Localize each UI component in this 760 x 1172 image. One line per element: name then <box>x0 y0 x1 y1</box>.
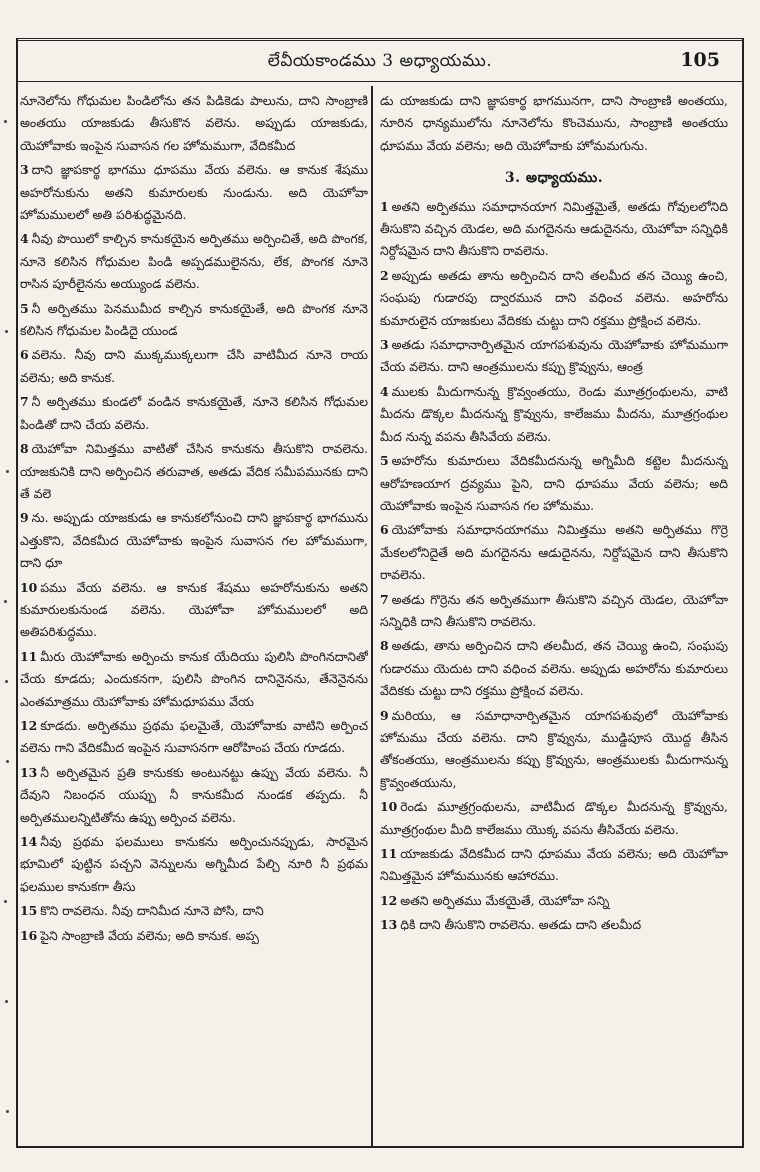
verse-paragraph <box>20 900 368 922</box>
verse-number: 2 <box>380 267 389 283</box>
verse-paragraph <box>20 438 368 505</box>
verse-paragraph <box>380 589 728 634</box>
verse-number: 7 <box>20 394 29 410</box>
verse-text: యెహోవా నిమిత్తము వాటితో చేసిన కానుకను తీసుకొని రావలెను. యాజకునికి దాని అర్పించిన తరువాత, అతడు వేదిక సమీపమునకు దాని తే వలె <box>20 441 368 501</box>
chapter-3-verses <box>380 196 728 937</box>
verse-number: 14 <box>20 834 38 849</box>
verse-paragraph <box>380 450 728 517</box>
verse-paragraph <box>380 796 728 841</box>
scan-speck <box>5 330 8 333</box>
verse-number: 9 <box>380 707 389 723</box>
chapter-heading: 3. అధ్యాయము. <box>504 170 604 187</box>
verse-number: 10 <box>380 799 398 815</box>
verse-number: 6 <box>380 522 389 538</box>
page-number: 105 <box>680 49 720 71</box>
column-divider <box>371 86 373 1146</box>
scan-speck <box>4 600 7 603</box>
verse-paragraph <box>20 831 368 898</box>
verse-text: కొని రావలెను. నీవు దానిమీద నూనె పోసి, దాని <box>40 903 264 919</box>
verse-number: 13 <box>20 764 38 780</box>
verse-number: 10 <box>20 579 38 595</box>
verse-text: అతడు గొర్రెను తన అర్పితముగా తీసుకొని వచ్చిన యెడల, యెహోవా సన్నిధికి దాని తీసుకొని రావలెను. <box>380 591 728 629</box>
verse-text: ములకు మీదుగానున్న క్రొవ్వంతయు, రెండు మూత్రగ్రంథులను, వాటి మీదను డొక్కల మీదనున్న క్రొవ్వును, కాలేజము మీదను, మూత్రగ్రంథుల మీద నున్న వపను తీసివేయ వలెను. <box>380 383 728 444</box>
verse-text: అహరోను కుమారులు వేదికమీదనున్న అగ్నిమీది కట్టెల మీదనున్న ఆరోహణయాగ ద్రవ్యము పైని, దాని ధూపము వేయ వలెను; అది యెహోవాకు ఇంపైన సువాసన గల హోమము. <box>380 453 728 513</box>
verse-text: పము వేయ వలెను. ఆ కానుక శేషము అహరోనుకును అతని కుమారులకునుండ వలెను. యెహోవా హోమములలో అది అతిపరిశుద్ధము. <box>20 579 368 640</box>
verse-number: 11 <box>20 648 38 664</box>
verse-number: 12 <box>20 717 38 733</box>
verse-text: యెహోవాకు సమాధానయాగము నిమిత్తము అతని అర్పితము గొర్రె మేకలలోనిదైతే అది మగదైనను ఆడుదైనను, నిర్దోషమైన దాని తీసుకొని రావలెను. <box>380 522 728 583</box>
scan-speck <box>5 1000 8 1003</box>
verse-text: మరియు, ఆ సమాధానార్పితమైన యాగపశువులో యెహోవాకు హోమము చేయ వలెను. దాని క్రొవ్వును, ముడ్డిపూస యొద్ద తీసిన తోకంతయు, ఆంత్రములను కప్పు క్రొవ్వును, ఆంత్రములకు మీదుగానున్న క్రొవ్వంతయును, <box>380 707 728 790</box>
verse-text: అప్పుడు అతడు తాను అర్పించిన దాని తలమీద తన చెయ్యి ఉంచి, సంఘపు గుడారపు ద్వారమున దాని వధించ వలెను. అహరోను కుమారులైన యాజకులు వేదికకు చుట్టు దాని రక్తము ప్రోక్షించ వలెను. <box>380 267 728 328</box>
verse-number: 13 <box>380 917 398 933</box>
verse-number: 5 <box>380 453 389 469</box>
verse-number: 3 <box>380 337 389 353</box>
verse-number: 4 <box>380 383 389 399</box>
right-column <box>380 90 728 1140</box>
verse-text: వలెను. నీవు దాని ముక్కముక్కలుగా చేసి వాటిమీద నూనె రాయ వలెను; అది కానుక. <box>20 347 368 385</box>
verse-number: 3 <box>20 162 29 178</box>
verse-paragraph <box>380 519 728 586</box>
verse-text: యాజకుడు వేదికమీద దాని ధూపము వేయ వలెను; అది యెహోవా నిమిత్తమైన హోమమునకు ఆహారము. <box>380 846 728 884</box>
verse-text: రెండు మూత్రగ్రంథులను, వాటిమీద డొక్కల మీదనున్న క్రొవ్వును, మూత్రగ్రంథుల మీది కాలేజము యొక్క వపను తీసివేయ వలెను. <box>380 799 728 837</box>
verse-paragraph <box>380 890 728 912</box>
verse-text: ను. అప్పుడు యాజకుడు ఆ కానుకలోనుంచి దాని జ్ఞాపకార్థ భాగమును ఎత్తుకొని, వేదికమీద యెహోవాకు ఇంపైన సువాసన గల హోమముగా, దాని ధూ <box>20 510 368 571</box>
running-title: లేవీయకాండము 3 అధ్యాయము. <box>267 51 493 71</box>
scan-speck <box>4 120 7 123</box>
verse-number: 6 <box>20 347 29 363</box>
verse-text: నీ అర్పితము కుండలో వండిన కానుకయైతే, నూనె కలిసిన గోధుమల పిండితో దాని చేయ వలెను. <box>20 394 368 432</box>
verse-number: 9 <box>20 510 29 526</box>
verse-paragraph <box>380 265 728 332</box>
verse-paragraph <box>20 715 368 760</box>
verse-paragraph <box>20 762 368 829</box>
verse-paragraph <box>380 705 728 795</box>
scan-speck <box>6 1110 9 1113</box>
verse-paragraph <box>380 381 728 448</box>
verse-paragraph <box>20 577 368 644</box>
verse-text: ధికి దాని తీసుకొని రావలెను. అతడు దాని తలమీద <box>400 917 642 933</box>
scan-speck <box>6 760 9 763</box>
verse-paragraph <box>20 159 368 226</box>
verse-paragraph <box>20 507 368 574</box>
verse-number: 16 <box>20 927 38 943</box>
verse-paragraph <box>20 228 368 295</box>
verse-number: 11 <box>380 846 398 861</box>
verse-paragraph <box>380 914 728 936</box>
scan-speck <box>4 900 7 903</box>
verse-text: అతడు, తాను అర్పించిన దాని తలమీద, తన చెయ్యి ఉంచి, సంఘపు గుడారము యెదుట దాని వధించ వలెను. అప్పుడు అహరోను కుమారులు వేదికకు చుట్టు దాని రక్తము ప్రోక్షించ వలెను. <box>380 638 728 699</box>
verse-paragraph <box>380 843 728 888</box>
verse-paragraph <box>20 344 368 389</box>
verse-paragraph <box>20 391 368 436</box>
verse-text: పైని సాంబ్రాణి వేయ వలెను; అది కానుక. అప్ప <box>40 927 259 943</box>
chapter-2-continuation: డు యాజకుడు దాని జ్ఞాపకార్థ భాగమునగా, దాని సాంబ్రాణి అంతయు, నూరిన ధాన్యములోను నూనెలోను కొంచెమును, సాంబ్రాణి అంతయు ధూపము వేయ వలెను; అది యెహోవాకు హోమమగును. <box>380 93 728 153</box>
verse-text: అతడు సమాధానార్పితమైన యాగపశువును యెహోవాకు హోమముగా చేయ వలెను. దాని ఆంత్రములను కప్పు క్రొవ్వును, ఆంత్ర <box>380 337 728 375</box>
verse-text: అతని అర్పితము సమాధానయాగ నిమిత్తమైతే, అతడు గోవులలోనిది తీసుకొని వచ్చిన యెడల, అది మగదైనను ఆడుదైనను, యెహోవా సన్నిధికి నిర్దోషమైన దాని తీసుకొని రావలెను. <box>380 198 728 259</box>
verse-number: 1 <box>380 198 389 214</box>
verse-text: దాని జ్ఞాపకార్థ భాగము ధూపము వేయ వలెను. ఆ కానుక శేషము అహరోనుకును అతని కుమారులకు నుండును. అది యెహోవా హోమములలో అతి పరిశుద్ధమైనది. <box>20 162 368 223</box>
verse-number: 4 <box>20 231 29 247</box>
verse-text: అతని అర్పితము మేకయైతే, యెహోవా సన్ని <box>400 892 610 908</box>
verse-paragraph <box>380 196 728 263</box>
verse-number: 15 <box>20 903 38 919</box>
verse-paragraph <box>380 334 728 379</box>
verse-text: నీ అర్పితమైన ప్రతి కానుకకు అంటునట్టు ఉప్పు వేయ వలెను. నీ దేవుని నిబంధన యుప్పు నీ కానుకమీద నుండక తప్పదు. నీ అర్పితములన్నిటితోను ఉప్పు అర్పించ వలెను. <box>20 764 368 825</box>
verse-number: 7 <box>380 591 389 607</box>
scan-speck <box>5 680 8 683</box>
verse-paragraph <box>20 925 368 947</box>
verse-number: 8 <box>380 638 389 654</box>
verse-text: మీరు యెహోవాకు అర్పించు కానుక యేదియు పులిసి పొంగినదానితో చేయ కూడదు; ఎందుకనగా, పులిసి పొంగిన దానినైనను, తేనెనైనను ఎంతమాత్రము యెహోవాకు హోమధూపము వేయ <box>20 648 368 709</box>
verse-text: నీ అర్పితము పెనముమీద కాల్చిన కానుకయైతే, అది పొంగక నూనె కలిసిన గోధుమల పిండిదై యుండ <box>20 300 368 339</box>
verse-paragraph <box>380 635 728 702</box>
verse-paragraph <box>20 298 368 343</box>
left-column <box>20 90 368 1140</box>
verse-text: నూనెలోను గోధుమల పిండిలోను తన పిడికెడు పాలును, దాని సాంబ్రాణి అంతయు యాజకుడు తీసుకొన వలెను. అప్పుడు యాజకుడు, యెహోవాకు ఇంపైన సువాసన గల హోమముగా, వేదికమీద <box>20 93 368 153</box>
verse-text: నీవు పొయిలో కాల్చిన కానుకయైన అర్పితము అర్పించితే, అది పొంగక, నూనె కలిసిన గోధుమల పిండి అప్పడములైనను, లేక, పొంగక నూనె రాసిన పూరీలైనను అయ్యుండ వలెను. <box>20 231 368 292</box>
verse-paragraph <box>20 646 368 713</box>
verse-text: కూడదు. అర్పితము ప్రథమ ఫలమైతే, యెహోవాకు వాటిని అర్పించ వలెను గాని వేదికమీద ఇంపైన సువాసనగా ఆరోహింప చేయ గూడదు. <box>20 717 368 756</box>
scan-margin-marks <box>0 0 14 1172</box>
verse-number: 12 <box>380 892 398 908</box>
verse-paragraph <box>20 90 368 157</box>
verse-number: 5 <box>20 300 29 316</box>
verse-text: నీవు ప్రథమ ఫలములు కానుకను అర్పించునప్పుడు, సారమైన భూమిలో పుట్టిన పచ్చని వెన్నులను అగ్నిమీద పేల్చి నూరి నీ ప్రథమ ఫలముల కానుకగా తీసు <box>20 834 368 894</box>
page-header <box>16 38 744 82</box>
verse-number: 8 <box>20 441 29 457</box>
scan-speck <box>6 470 9 473</box>
